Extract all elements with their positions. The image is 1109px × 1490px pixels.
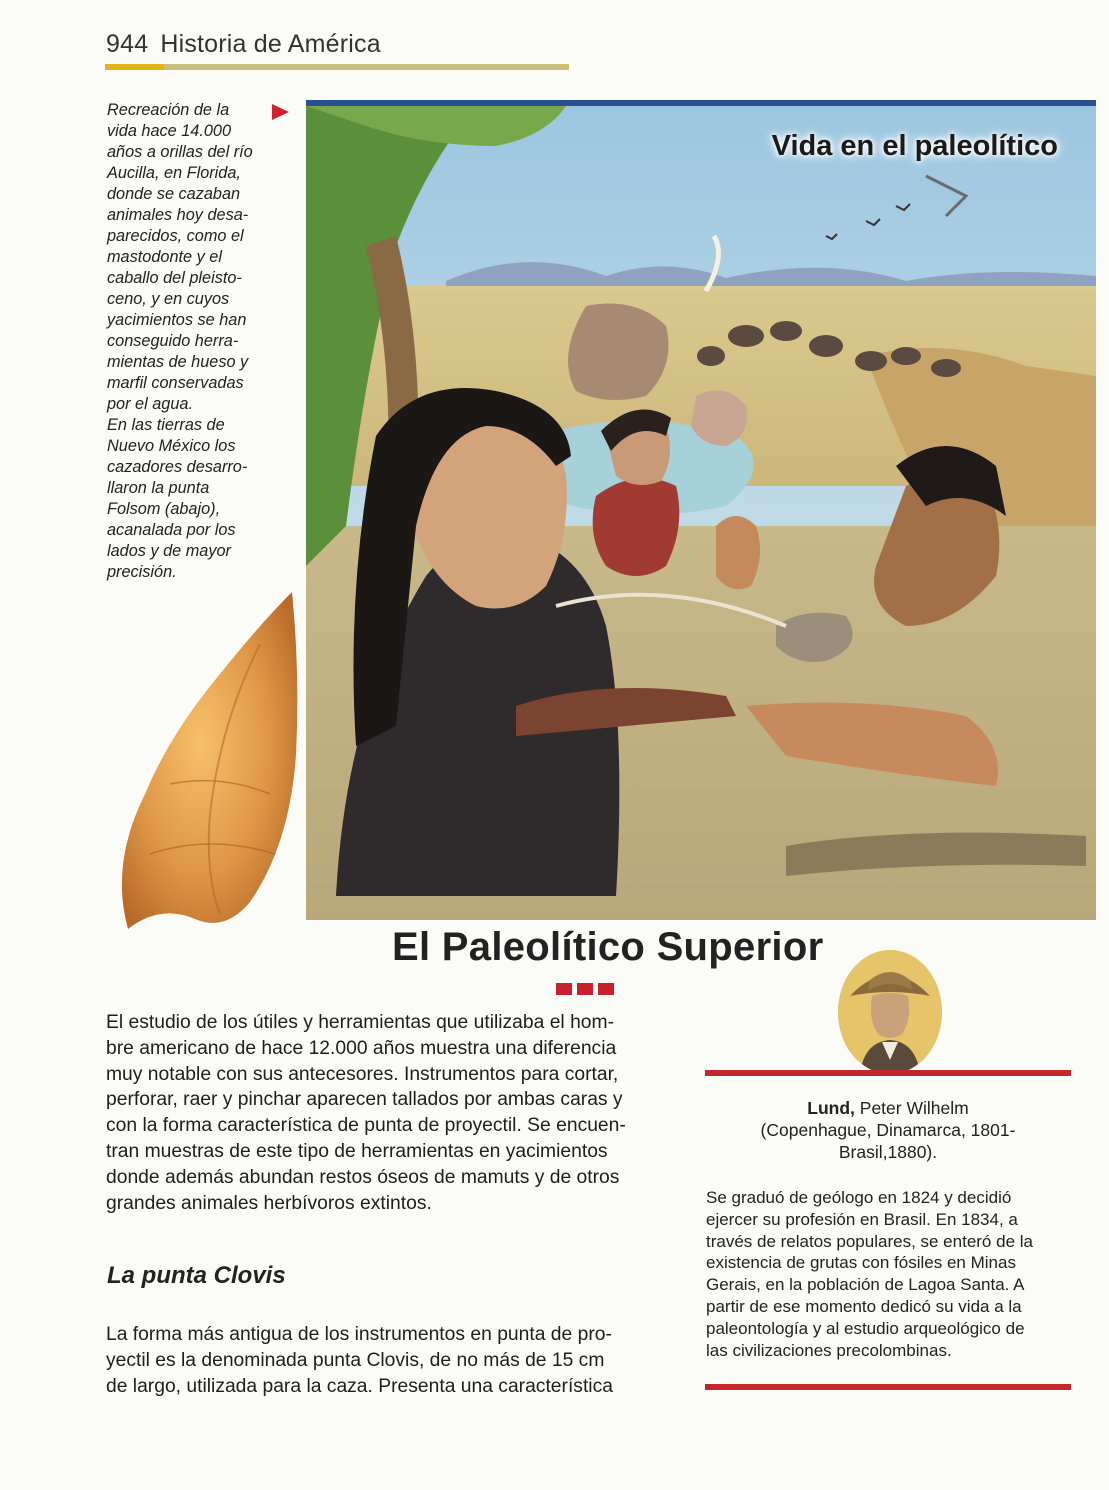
article-title: El Paleolítico Superior [392, 925, 824, 969]
bio-line: través de relatos populares, se enteró de la [706, 1231, 1033, 1251]
paragraph-line: yectil es la denominada punta Clovis, de no más de 15 cm [106, 1349, 605, 1371]
paragraph-line: donde además abundan restos óseos de mamuts y de otros [106, 1166, 620, 1188]
caption-line: animales hoy desa- [107, 206, 249, 224]
bio-line: partir de ese momento dedicó su vida a la [706, 1296, 1022, 1316]
bio-surname: Lund, [807, 1098, 855, 1118]
subheading-clovis: La punta Clovis [107, 1262, 286, 1289]
caption-line: Nuevo México los [107, 437, 236, 455]
caption-line: precisión. [107, 563, 177, 581]
caption-line: Recreación de la [107, 101, 230, 119]
caption-line: En las tierras de [107, 416, 225, 434]
ornament-square-icon [556, 983, 572, 995]
lund-portrait [838, 950, 942, 1074]
caption-pointer-arrow-icon [272, 104, 289, 120]
article-paragraph-1 [106, 1010, 672, 1216]
caption-line: lados y de mayor [107, 542, 231, 560]
caption-line: Aucilla, en Florida, [107, 164, 241, 182]
caption-line: conseguido herra- [107, 332, 239, 350]
illustration-caption [107, 100, 275, 583]
paragraph-line: de largo, utilizada para la caza. Presenta una característica [106, 1375, 613, 1397]
paragraph-line: con la forma característica de punta de proyectil. Se encuen- [106, 1115, 626, 1137]
caption-line: ceno, y en cuyos [107, 290, 230, 308]
running-header [106, 30, 381, 59]
bio-line: existencia de grutas con fósiles en Minas [706, 1253, 1016, 1273]
bio-bottom-rule [705, 1384, 1071, 1390]
bio-line: paleontología y al estudio arqueológico de [706, 1318, 1025, 1338]
paragraph-line: muy notable con sus antecesores. Instrumentos para cortar, [106, 1063, 619, 1085]
paragraph-line: perforar, raer y pinchar aparecen tallados por ambas caras y [106, 1089, 623, 1111]
caption-line: años a orillas del río [107, 143, 253, 161]
header-rule-accent [105, 64, 164, 70]
portrait-icon [838, 950, 942, 1074]
bio-line: Se graduó de geólogo en 1824 y decidió [706, 1188, 1012, 1207]
caption-line: mastodonte y el [107, 248, 222, 266]
bio-line: ejercer su profesión en Brasil. En 1834, a [706, 1209, 1018, 1229]
paragraph-line: bre americano de hace 12.000 años muestra una diferencia [106, 1037, 617, 1059]
caption-line: por el agua. [107, 395, 193, 413]
illustration-artwork [306, 106, 1096, 920]
caption-line: donde se cazaban [107, 185, 241, 203]
paragraph-line: La forma más antigua de los instrumentos en punta de pro- [106, 1324, 612, 1345]
caption-line: Folsom (abajo), [107, 500, 221, 518]
paleolithic-illustration [306, 100, 1096, 926]
bio-line: Gerais, en la población de Lagoa Santa. A [706, 1275, 1025, 1295]
article-paragraph-2 [106, 1322, 672, 1399]
bio-death: Brasil,1880). [838, 1142, 938, 1162]
caption-line: cazadores desarro- [107, 458, 248, 476]
paragraph-line: El estudio de los útiles y herramientas que utilizaba el hom- [106, 1012, 615, 1033]
caption-line: yacimientos se han [107, 311, 247, 329]
bio-line: las civilizaciones precolombinas. [706, 1340, 952, 1360]
page-number: 944 [106, 30, 149, 58]
paragraph-line: grandes animales herbívoros extintos. [106, 1192, 432, 1214]
caption-line: caballo del pleisto- [107, 269, 242, 287]
bio-top-rule [705, 1070, 1071, 1076]
caption-line: acanalada por los [107, 521, 236, 539]
section-title: Historia de América [160, 30, 381, 58]
folsom-point-photo [100, 584, 300, 944]
caption-line: llaron la punta [107, 479, 210, 497]
caption-line: vida hace 14.000 [107, 122, 232, 140]
bio-birth: (Copenhague, Dinamarca, 1801- [760, 1120, 1016, 1140]
illustration-title: Vida en el paleolítico [771, 130, 1058, 162]
bio-heading [705, 1097, 1071, 1163]
header-rule [105, 64, 569, 70]
caption-line: parecidos, como el [107, 227, 244, 245]
title-ornament [556, 983, 614, 995]
ornament-square-icon [598, 983, 614, 995]
paragraph-line: tran muestras de este tipo de herramientas en yacimientos [106, 1140, 608, 1162]
caption-line: mientas de hueso y [107, 353, 249, 371]
ornament-square-icon [577, 983, 593, 995]
bio-text [706, 1187, 1072, 1361]
bio-given-names: Peter Wilhelm [859, 1098, 969, 1118]
caption-line: marfil conservadas [107, 374, 244, 392]
folsom-point-icon [100, 584, 300, 944]
